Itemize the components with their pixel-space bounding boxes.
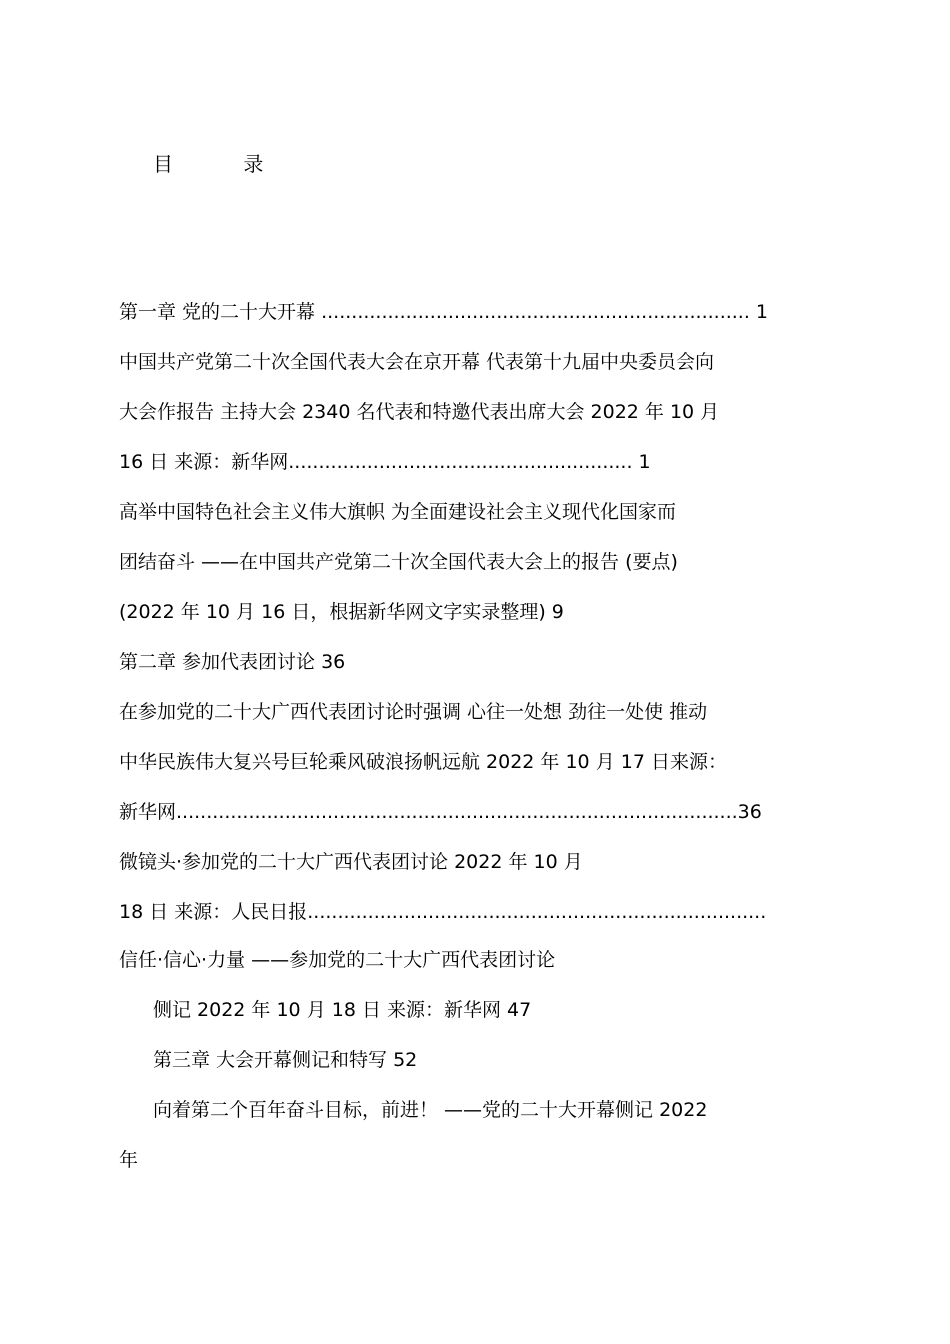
toc-entry-line: 中国共产党第二十次全国代表大会在京开幕 代表第十九届中央委员会向 bbox=[119, 351, 715, 373]
toc-entry-line: 年 bbox=[119, 1149, 139, 1171]
toc-entry-line: 信任·信心·力量 ——参加党的二十大广西代表团讨论 bbox=[119, 949, 556, 971]
toc-entry-line: 微镜头·参加党的二十大广西代表团讨论 2022 年 10 月 bbox=[119, 851, 583, 873]
toc-entry-line: (2022 年 10 月 16 日，根据新华网文字实录整理) 9 bbox=[119, 601, 564, 623]
toc-entry-line: 中华民族伟大复兴号巨轮乘风破浪扬帆远航 2022 年 10 月 17 日来源： bbox=[119, 751, 727, 773]
toc-entry-chapter-1: 第一章 党的二十大开幕 ....................................................................... 1 bbox=[119, 301, 769, 323]
toc-entry-line: 16 日 来源：新华网......................................................... 1 bbox=[119, 451, 651, 473]
toc-entry-line: 大会作报告 主持大会 2340 名代表和特邀代表出席大会 2022 年 10 月 bbox=[119, 401, 720, 423]
toc-entry-line: 在参加党的二十大广西代表团讨论时强调 心往一处想 劲往一处使 推动 bbox=[119, 701, 708, 723]
toc-entry-line: 侧记 2022 年 10 月 18 日 来源：新华网 47 bbox=[153, 999, 532, 1021]
toc-entry-line: 新华网.............................................................................................36 bbox=[119, 801, 762, 823]
toc-entry-line: 团结奋斗 ——在中国共产党第二十次全国代表大会上的报告 (要点) bbox=[119, 551, 678, 573]
toc-entry-line: 向着第二个百年奋斗目标，前进！ ——党的二十大开幕侧记 2022 bbox=[153, 1099, 708, 1121]
toc-entry-chapter-2: 第二章 参加代表团讨论 36 bbox=[119, 651, 346, 673]
toc-entry-chapter-3: 第三章 大会开幕侧记和特写 52 bbox=[153, 1049, 418, 1071]
toc-entry-line: 高举中国特色社会主义伟大旗帜 为全面建设社会主义现代化国家而 bbox=[119, 501, 677, 523]
toc-entry-line: 18 日 来源：人民日报............................................................................ bbox=[119, 901, 767, 923]
toc-title: 目 录 bbox=[153, 152, 296, 176]
